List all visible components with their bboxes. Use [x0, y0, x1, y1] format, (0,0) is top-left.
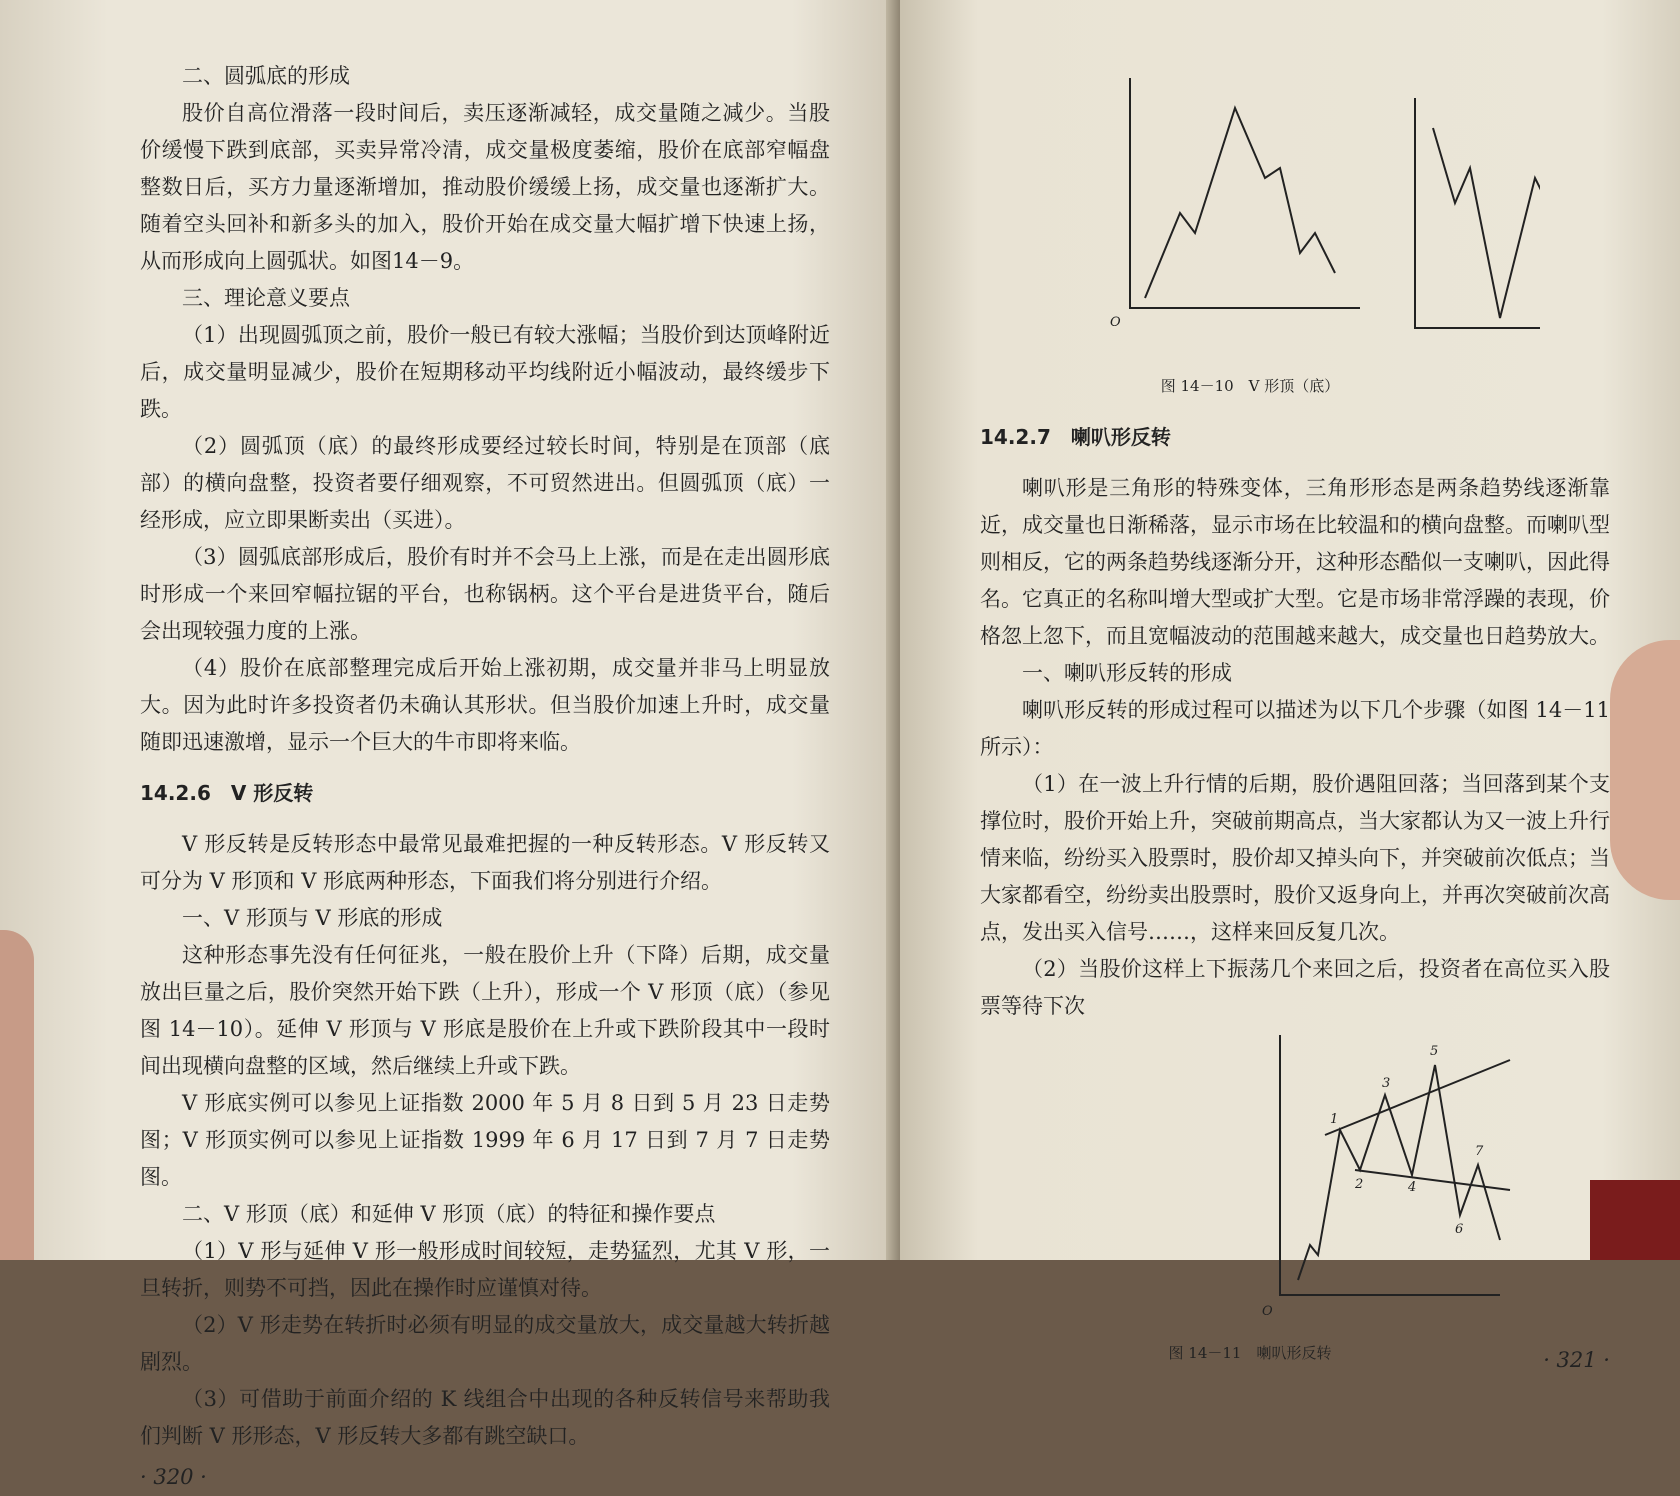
paragraph: V 形底实例可以参见上证指数 2000 年 5 月 8 日到 5 月 23 日走势图；V 形顶实例可以参见上证指数 1999 年 6 月 17 日到 7 月 7 日走势图。	[140, 1091, 830, 1189]
paragraph: （3）可借助于前面介绍的 K 线组合中出现的各种反转信号来帮助我们判断 V 形形态，V 形反转大多都有跳空缺口。	[140, 1387, 830, 1448]
paragraph: 股价自高位滑落一段时间后，卖压逐渐减轻，成交量随之减少。当股价缓慢下跌到底部，买卖异常冷清，成交量极度萎缩，股价在底部窄幅盘整数日后，买方力量逐渐增加，推动股价缓缓上扬，成交量也逐渐扩大。随着空头回补和新多头的加入，股价开始在成交量大幅扩增下快速上扬，从而形成向上圆弧状。如图14－9。	[140, 101, 830, 273]
point-label-1: 1	[1330, 1112, 1339, 1127]
subheading: 二、V 形顶（底）和延伸 V 形顶（底）的特征和操作要点	[182, 1202, 716, 1226]
paragraph: 这种形态事先没有任何征兆，一般在股价上升（下降）后期，成交量放出巨量之后，股价突然开始下跌（上升），形成一个 V 形顶（底）（参见图 14－10）。延伸 V 形顶与 V 形底是股价在上升或下跌阶段其中一段时间出现横向盘整的区域，然后继续上升或下跌。	[140, 943, 830, 1078]
heading-theory-points: 三、理论意义要点	[182, 286, 350, 310]
figure-v-top-bottom	[980, 58, 1520, 405]
figure-caption: 图 14－10 V 形顶（底）	[1160, 377, 1340, 395]
page-number-right: · 321 ·	[1543, 1348, 1610, 1372]
origin-label: O	[1110, 315, 1121, 330]
paragraph: （2）V 形走势在转折时必须有明显的成交量放大，成交量越大转折越剧烈。	[140, 1313, 830, 1374]
paragraph: （3）圆弧底部形成后，股价有时并不会马上上涨，而是在走出圆形底时形成一个来回窄幅拉锯的平台，也称锅柄。这个平台是进货平台，随后会出现较强力度的上涨。	[140, 545, 830, 643]
point-label-5: 5	[1430, 1044, 1439, 1059]
left-thumb	[0, 930, 34, 1260]
figure-caption: 图 14－11 喇叭形反转	[1168, 1344, 1332, 1362]
paragraph: （2）当股价这样上下振荡几个来回之后，投资者在高位买入股票等待下次	[980, 957, 1610, 1018]
paragraph: 喇叭形反转的形成过程可以描述为以下几个步骤（如图 14－11 所示）：	[980, 698, 1610, 759]
origin-label: O	[1262, 1304, 1273, 1319]
paragraph: V 形反转是反转形态中最常见最难把握的一种反转形态。V 形反转又可分为 V 形顶和 V 形底两种形态，下面我们将分别进行介绍。	[140, 832, 830, 893]
right-thumb	[1610, 640, 1680, 900]
broadening-diagram	[980, 1025, 1540, 1325]
section-heading-broadening: 14.2.7 喇叭形反转	[980, 425, 1171, 449]
figure-broadening	[980, 1025, 1520, 1372]
page-number-left: · 320 ·	[140, 1465, 207, 1489]
subheading: 一、V 形顶与 V 形底的形成	[182, 906, 443, 930]
paragraph: 喇叭形是三角形的特殊变体，三角形形态是两条趋势线逐渐靠近，成交量也日渐稀落，显示市场在比较温和的横向盘整。而喇叭型则相反，它的两条趋势线逐渐分开，这种形态酷似一支喇叭，因此得名。它真正的名称叫增大型或扩大型。它是市场非常浮躁的表现，价格忽上忽下，而且宽幅波动的范围越来越大，成交量也日趋势放大。	[980, 476, 1610, 648]
paragraph: （4）股价在底部整理完成后开始上涨初期，成交量并非马上明显放大。因为此时许多投资者仍未确认其形状。但当股价加速上升时，成交量随即迅速激增，显示一个巨大的牛市即将来临。	[140, 656, 830, 754]
paragraph: （1）出现圆弧顶之前，股价一般已有较大涨幅；当股价到达顶峰附近后，成交量明显减少，股价在短期移动平均线附近小幅波动，最终缓步下跌。	[140, 323, 830, 421]
right-page	[900, 0, 1680, 1372]
point-label-4: 4	[1408, 1180, 1417, 1195]
v-top-line	[1145, 108, 1335, 298]
point-label-3: 3	[1382, 1076, 1391, 1091]
red-cover-edge	[1590, 1180, 1680, 1260]
price-line	[1298, 1065, 1500, 1280]
upper-trendline	[1325, 1060, 1510, 1135]
section-heading-v-reversal: 14.2.6 V 形反转	[140, 781, 314, 805]
heading-arc-bottom: 二、圆弧底的形成	[182, 64, 350, 88]
v-pattern-diagram	[980, 58, 1540, 358]
axes-left	[1130, 78, 1360, 308]
point-label-2: 2	[1355, 1177, 1364, 1192]
subheading: 一、喇叭形反转的形成	[1022, 661, 1232, 685]
point-label-7: 7	[1475, 1144, 1484, 1159]
paragraph: （1）V 形与延伸 V 形一般形成时间较短，走势猛烈，尤其 V 形，一旦转折，则势不可挡，因此在操作时应谨慎对待。	[140, 1239, 830, 1300]
axes	[1280, 1035, 1500, 1295]
paragraph: （2）圆弧顶（底）的最终形成要经过较长时间，特别是在顶部（底部）的横向盘整，投资者要仔细观察，不可贸然进出。但圆弧顶（底）一经形成，应立即果断卖出（买进）。	[140, 434, 830, 532]
point-label-6: 6	[1455, 1222, 1464, 1237]
paragraph: （1）在一波上升行情的后期，股价遇阻回落；当回落到某个支撑位时，股价开始上升，突破前期高点，当大家都认为又一波上升行情来临，纷纷买入股票时，股价却又掉头向下，并突破前次低点；当大家都看空，纷纷卖出股票时，股价又返身向上，并再次突破前次高点，发出买入信号……，这样来回反复几次。	[980, 772, 1610, 944]
lower-trendline	[1355, 1170, 1510, 1190]
v-bottom-line	[1433, 98, 1540, 318]
